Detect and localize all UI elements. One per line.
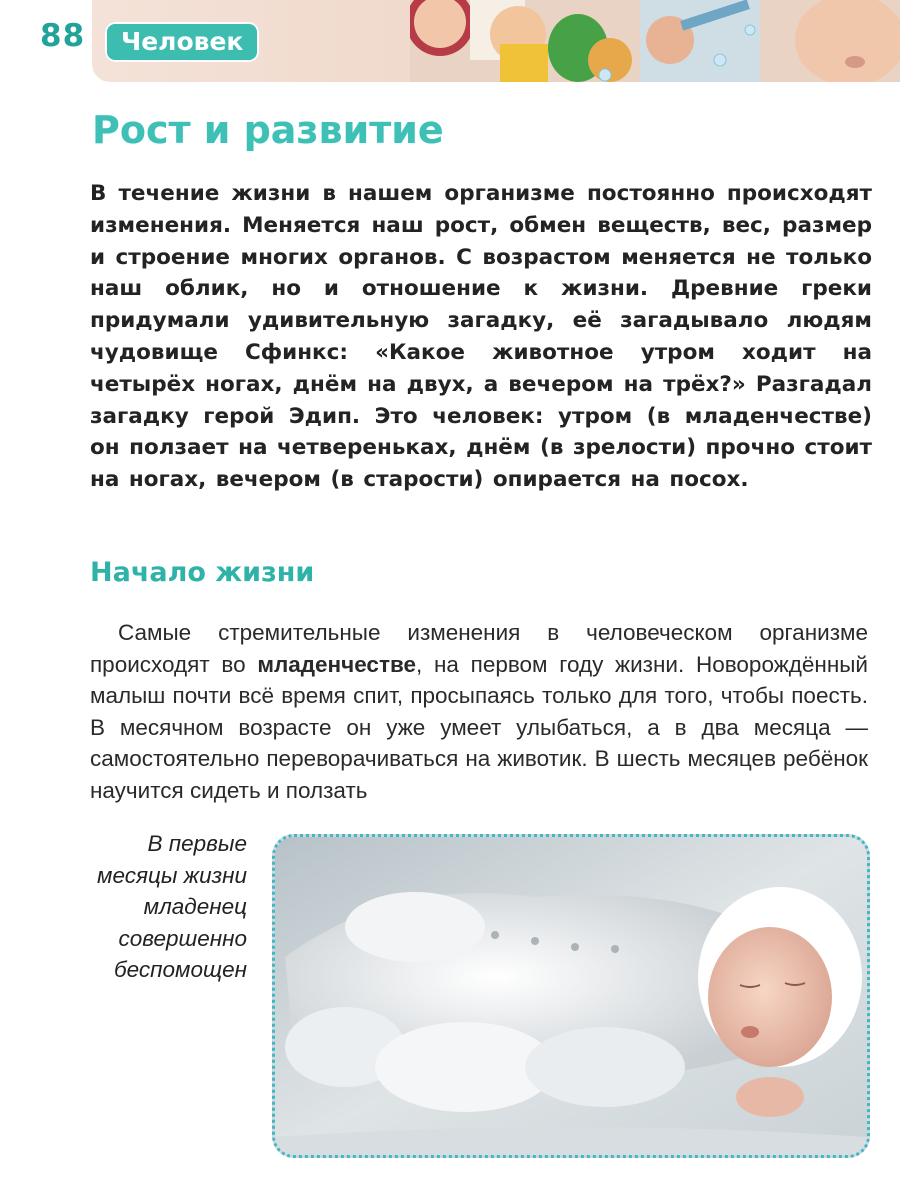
- header-illustration: [410, 0, 900, 82]
- baby-face: [708, 927, 832, 1067]
- body-paragraph: [90, 617, 868, 806]
- page-number: 88: [40, 18, 86, 54]
- body-text-rest: , на первом году жизни. Новорождённый малыш почти всё время спит, просыпаясь только для того, чтобы поесть. В месячном возрасте он уже умеет улыбаться, а в два месяца — самостоятельно переворачиваться на животик. В шесть месяцев ребёнок научится сидеть и ползать: [90, 651, 868, 803]
- page-title: Рост и развитие: [92, 108, 444, 152]
- body-text-bold-term: младенчестве: [257, 651, 417, 677]
- sleeping-baby-illustration: [275, 837, 867, 1155]
- header-baby-face: [795, 0, 900, 82]
- section-heading: Начало жизни: [90, 557, 315, 588]
- photo-caption: В первые месяцы жизни младенец совершенно беспомощен: [97, 831, 247, 982]
- section-badge: Человек: [105, 22, 259, 62]
- body-text-start: Самые стремительные изменения в человеческом организме происходят во: [90, 620, 868, 677]
- baby-hand: [736, 1077, 804, 1117]
- intro-paragraph: В течение жизни в нашем организме постоянно происходят изменения. Меняется наш рост, обмен веществ, вес, размер и строение многих органов. С возрастом меняется не только наш облик, но и отношение к жизни. Древние греки придумали удивительную загадку, её загадывало людям чудовище Сфинкс: «Какое животное утром ходит на четырёх ногах, днём на двух, а вечером на трёх?» Разгадал загадку герой Эдип. Это человек: утром (в младенчестве) он ползает на четвереньках, днём (в зрелости) прочно стоит на ногах, вечером (в старости) опирается на посох.: [90, 181, 872, 493]
- baby-photo: [272, 834, 870, 1158]
